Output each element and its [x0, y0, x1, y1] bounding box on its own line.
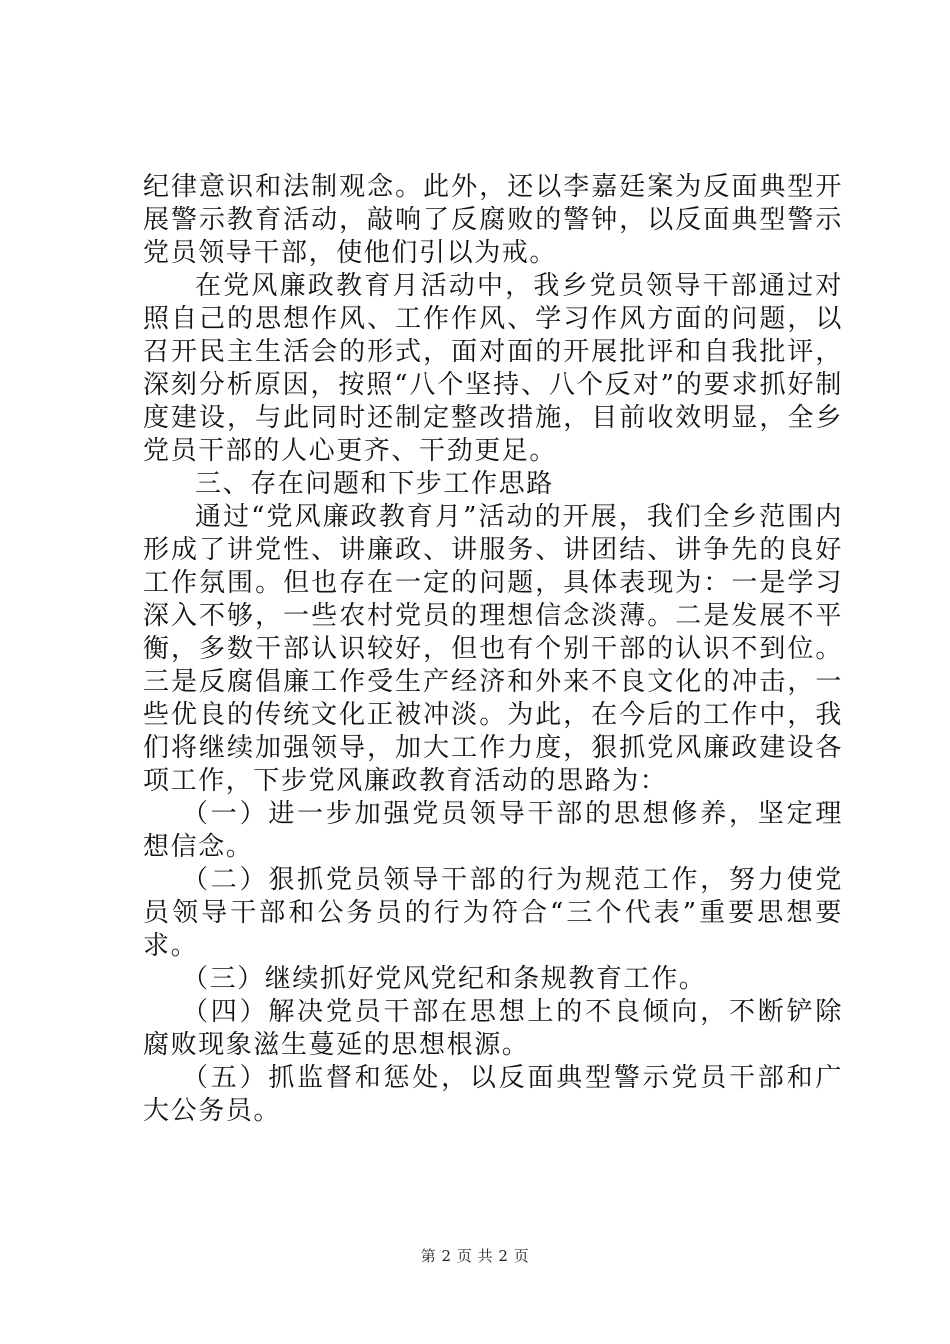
paragraph-problems: 通过“党风廉政教育月”活动的开展，我们全乡范围内形成了讲党性、讲廉政、讲服务、讲团结、讲争先的良好工作氛围。但也存在一定的问题，具体表现为：一是学习深入不够，一些农村党员的理想信念淡薄。二是发展不平衡，多数干部认识较好，但也有个别干部的认识不到位。三是反腐倡廉工作受生产经济和外来不良文化的冲击，一些优良的传统文化正被冲淡。为此，在今后的工作中，我们将继续加强领导，加大工作力度，狠抓党风廉政建设各项工作，下步党风廉政教育活动的思路为： — [143, 502, 843, 796]
list-item-3: （三）继续抓好党风党纪和条规教育工作。 — [182, 964, 707, 994]
list-item-5: （五）抓监督和惩处，以反面典型警示党员干部和广大公务员。 — [143, 1063, 843, 1126]
document-body — [143, 171, 843, 1128]
list-item-2: （二）狠抓党员领导干部的行为规范工作，努力使党员领导干部和公务员的行为符合“三个代表”重要思想要求。 — [143, 865, 843, 961]
paragraph-education-month: 在党风廉政教育月活动中，我乡党员领导干部通过对照自己的思想作风、工作作风、学习作风方面的问题，以召开民主生活会的形式，面对面的开展批评和自我批评，深刻分析原因，按照“八个坚持、八个反对”的要求抓好制度建设，与此同时还制定整改措施，目前收效明显，全乡党员干部的人心更齐、干劲更足。 — [143, 271, 843, 466]
list-item-1: （一）进一步加强党员领导干部的思想修养，坚定理想信念。 — [143, 799, 843, 862]
paragraph-continuation: 纪律意识和法制观念。此外，还以李嘉廷案为反面典型开展警示教育活动，敲响了反腐败的警钟，以反面典型警示党员领导干部，使他们引以为戒。 — [143, 172, 843, 268]
list-item-4: （四）解决党员干部在思想上的不良倾向，不断铲除腐败现象滋生蔓延的思想根源。 — [143, 997, 843, 1060]
section-heading-problems: 三、存在问题和下步工作思路 — [195, 469, 554, 499]
page-footer: 第 2 页 共 2 页 — [420, 1247, 530, 1265]
